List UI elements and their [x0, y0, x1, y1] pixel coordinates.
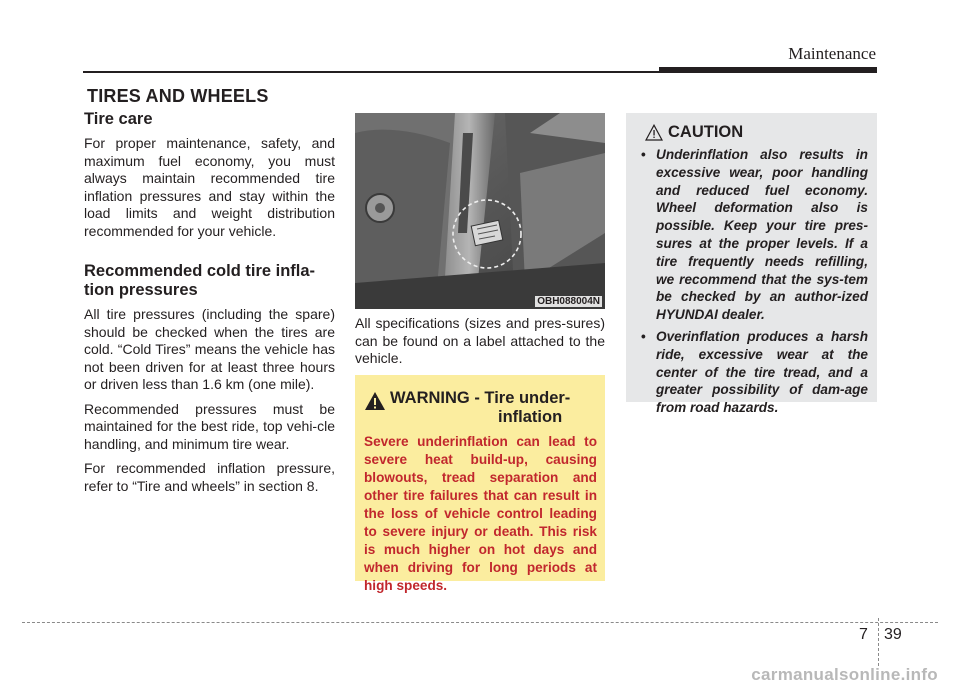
- cold-pressure-paragraph: For recommended inflation pressure, refer to “Tire and wheels” in section 8.: [84, 460, 335, 494]
- cold-pressure-heading: Recommended cold tire infla-tion pressures: [84, 262, 316, 299]
- watermark: carmanualsonline.info: [751, 665, 938, 684]
- tire-care-heading: Tire care: [84, 110, 153, 128]
- door-jamb-illustration: [355, 113, 605, 309]
- caution-item: [636, 146, 868, 324]
- warning-header: [364, 389, 597, 427]
- page-number: 39: [884, 626, 902, 643]
- figure-caption: All specifications (sizes and pres-sures) can be found on a label attached to the vehicle.: [355, 315, 605, 366]
- caution-list: [636, 146, 868, 417]
- footer-divider: [878, 618, 879, 666]
- door-jamb-photo: [355, 113, 605, 309]
- left-column: [84, 110, 335, 502]
- caution-header: [636, 123, 868, 142]
- caution-item-text: Underinflation also results in excessive wear, poor handling and reduced fuel economy. Wheel deformation also is possible. Keep your tire pres-sures at the proper levels. If a tire frequently needs refilling, we recommend that the sys-tem be checked by an author-ized HYUNDAI dealer.: [656, 147, 868, 323]
- bullet: •: [641, 328, 646, 344]
- warning-title: [390, 389, 570, 427]
- figure-code: OBH088004N: [537, 296, 600, 307]
- chapter-title: Maintenance: [788, 44, 876, 63]
- warning-box: [355, 375, 605, 593]
- warning-text: Severe underinflation can lead to severe heat build-up, causing blowouts, tread separation and other tire failures that can result in the loss of vehicle control leading to severe injury or death. This risk is much higher on hot days and when driving for long periods at high speeds.: [364, 434, 597, 593]
- section-title: TIRES AND WHEELS: [87, 86, 269, 106]
- caution-item-text: Overinflation produces a harsh ride, excessive wear at the center of the tire tread, and a greater possibility of dam-age from road hazards.: [656, 328, 868, 416]
- header-rule: [83, 71, 659, 73]
- cold-pressure-paragraph: Recommended pressures must be maintained for the best ride, top vehi-cle handling, and minimum tire wear.: [84, 400, 335, 452]
- caution-box: [626, 113, 877, 416]
- caution-item: [636, 328, 868, 417]
- warning-triangle-icon: [364, 391, 386, 411]
- tire-care-paragraph: For proper maintenance, safety, and maximum fuel economy, you must always maintain recommended tire inflation pressures and stay within the load limits and weight distribution recommended for your vehicle.: [84, 135, 335, 239]
- chapter-number: 7: [859, 626, 868, 643]
- caution-title: CAUTION: [668, 123, 744, 141]
- warning-title-line2: inflation: [498, 408, 563, 426]
- cold-pressure-paragraph: All tire pressures (including the spare) should be checked when the tires are cold. “Cold Tires” means the vehicle has not been driven for at least three hours or driven less than 1.6 km (one mile).: [84, 306, 335, 392]
- warning-title-line1: WARNING - Tire under-: [390, 389, 571, 407]
- header-rule-thick: [659, 67, 877, 73]
- bullet: •: [641, 147, 646, 162]
- footer-rule: [22, 622, 938, 623]
- caution-triangle-icon: [645, 124, 663, 141]
